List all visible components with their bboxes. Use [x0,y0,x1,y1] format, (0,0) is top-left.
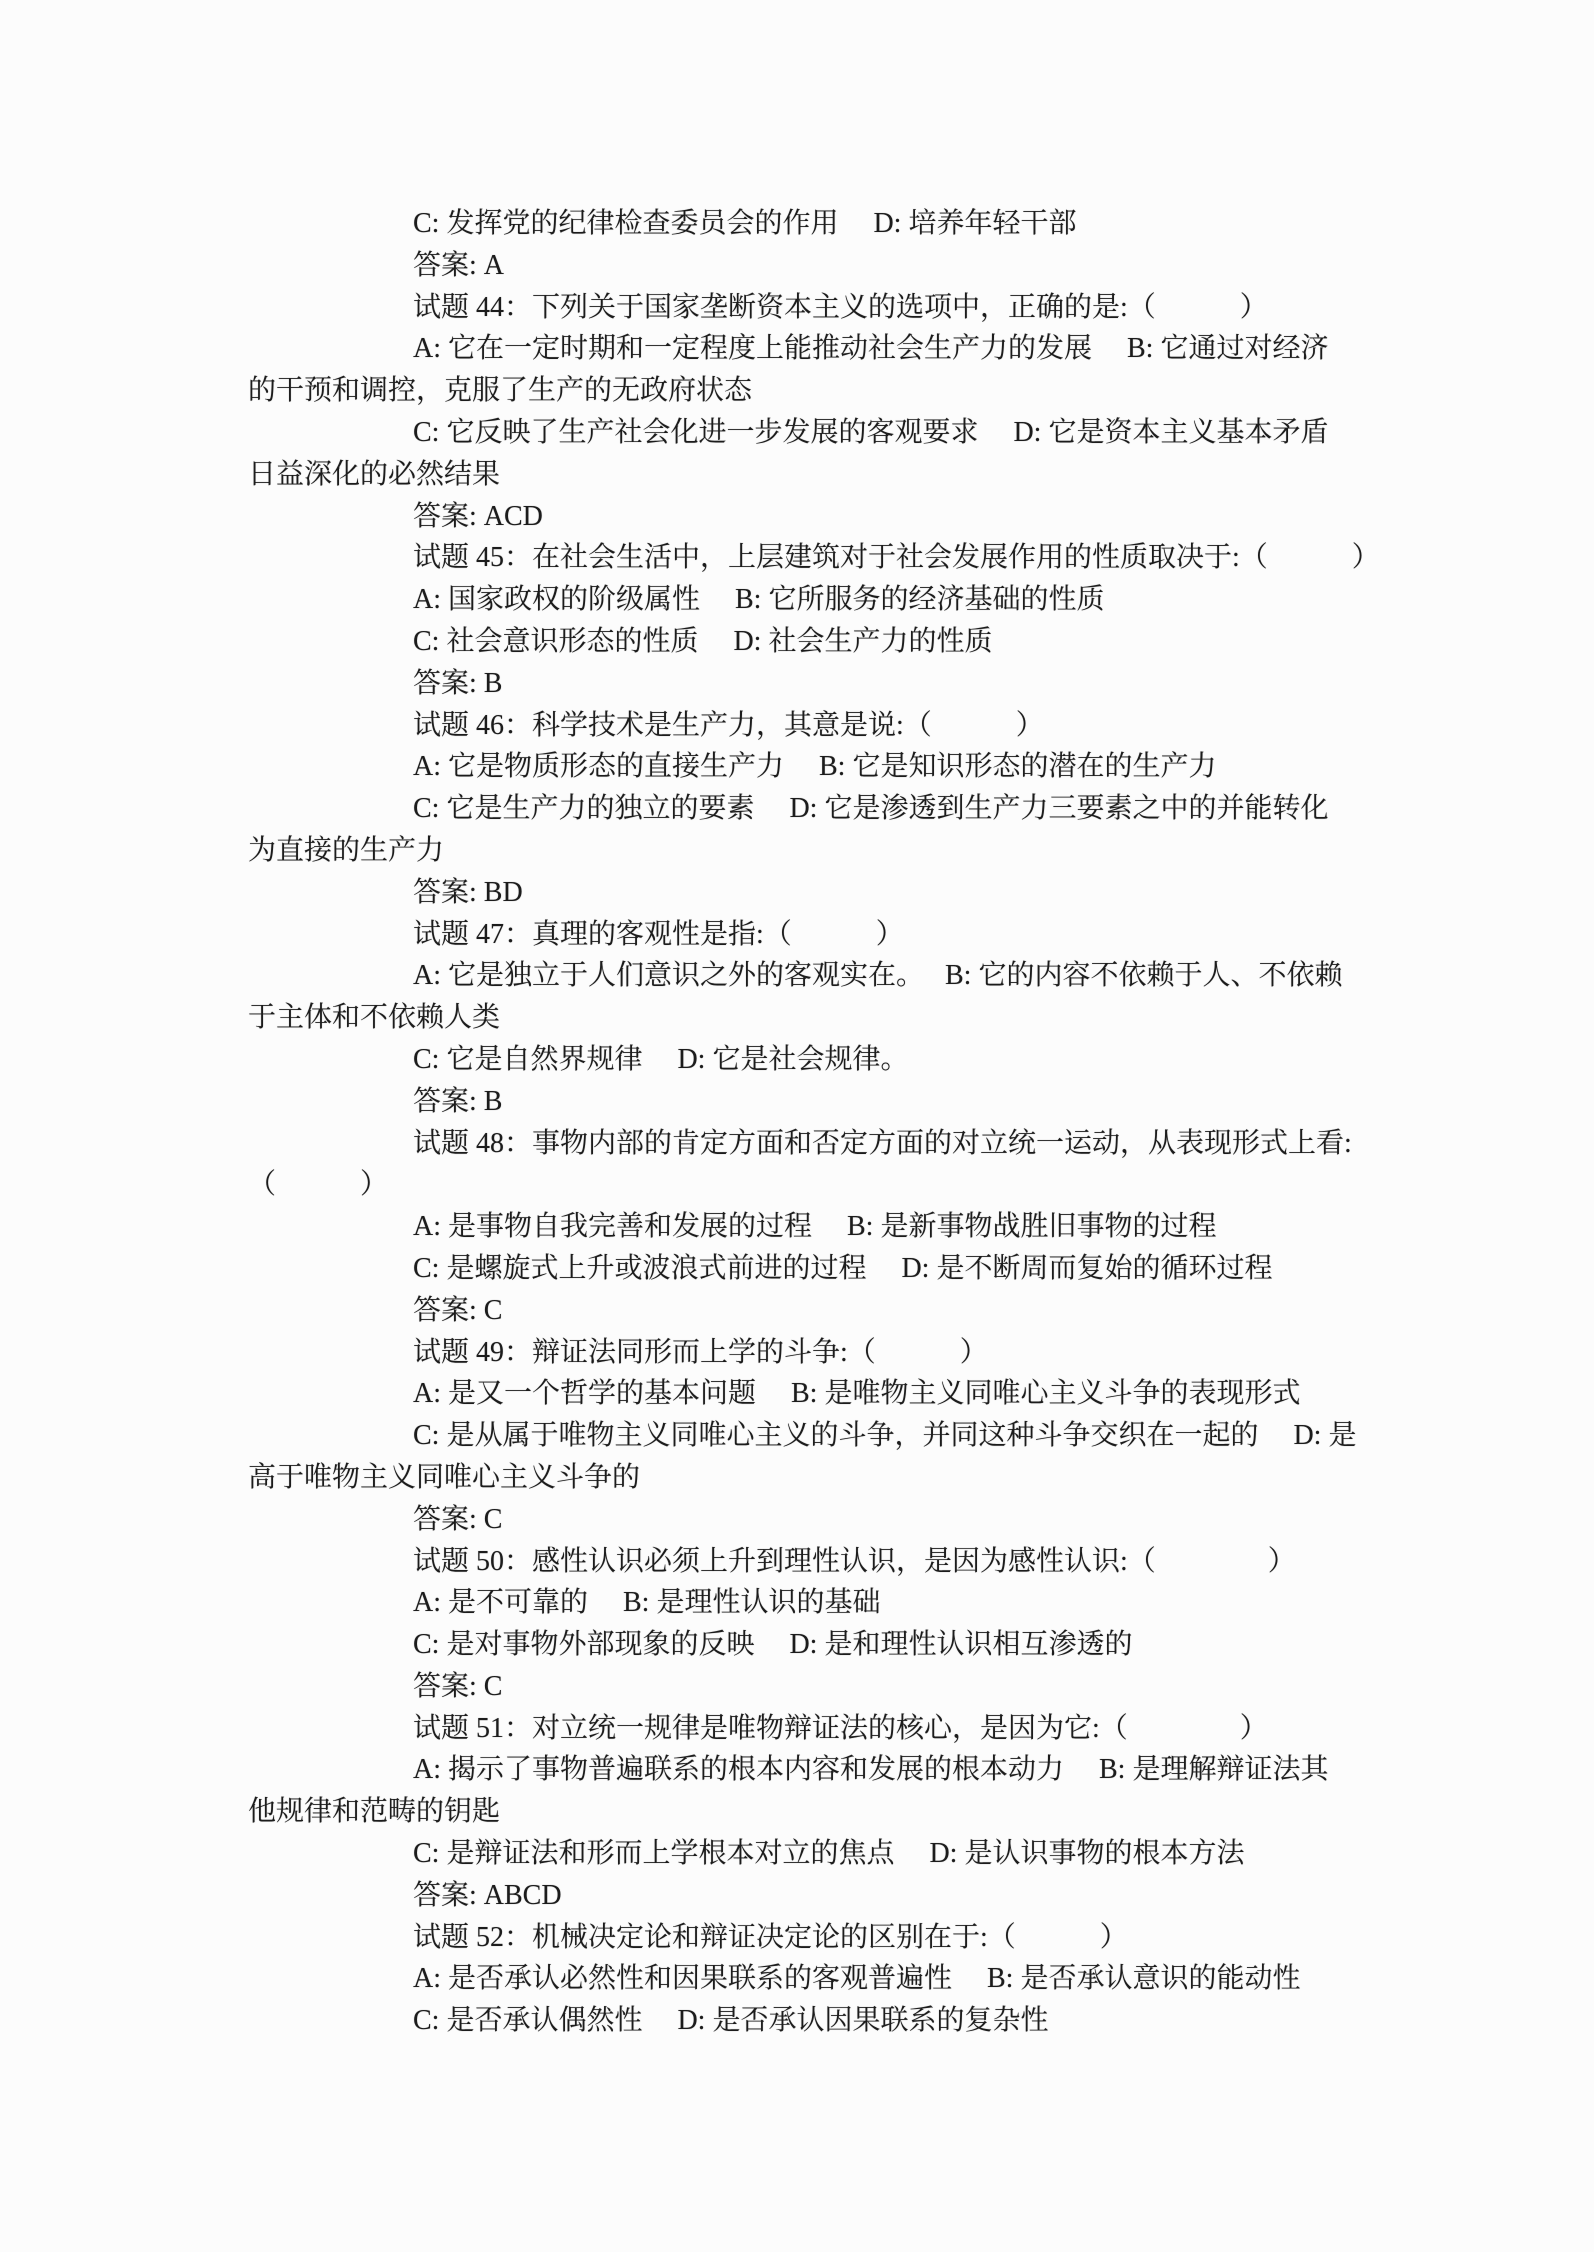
question-line: 试题 47：真理的客观性是指:（ ） [413,918,904,950]
options-line: A: 揭示了事物普遍联系的根本内容和发展的根本动力 B: 是理解辩证法其 [413,1754,1329,1786]
options-line: A: 国家政权的阶级属性 B: 它所服务的经济基础的性质 [413,584,1105,616]
continuation-line: 的干预和调控，克服了生产的无政府状态 [248,375,753,407]
question-line: 试题 50：感性认识必须上升到理性认识，是因为感性认识:（ ） [413,1545,1296,1577]
continuation-line: 日益深化的必然结果 [248,458,501,490]
answer-line: 答案: C [413,1294,503,1326]
continuation-line: 为直接的生产力 [248,834,445,866]
question-line: 试题 45：在社会生活中，上层建筑对于社会发展作用的性质取决于:（ ） [413,542,1380,574]
continuation-line: 高于唯物主义同唯心主义斗争的 [248,1461,641,1493]
continuation-line: （ ） [248,1169,389,1201]
question-line: 试题 51：对立统一规律是唯物辩证法的核心，是因为它:（ ） [413,1712,1268,1744]
continuation-line: 他规律和范畴的钥匙 [248,1796,501,1828]
options-line: C: 是辩证法和形而上学根本对立的焦点 D: 是认识事物的根本方法 [413,1838,1245,1870]
question-line: 试题 48：事物内部的肯定方面和否定方面的对立统一运动，从表现形式上看: [413,1127,1352,1159]
options-line: A: 它是独立于人们意识之外的客观实在。 B: 它的内容不依赖于人、不依赖 [413,960,1343,992]
options-line: C: 社会意识形态的性质 D: 社会生产力的性质 [413,625,993,657]
options-line: C: 是否承认偶然性 D: 是否承认因果联系的复杂性 [413,2005,1049,2037]
answer-line: 答案: BD [413,876,523,908]
answer-line: 答案: B [413,1085,503,1117]
options-line: A: 它是物质形态的直接生产力 B: 它是知识形态的潜在的生产力 [413,751,1217,783]
options-line: A: 它在一定时期和一定程度上能推动社会生产力的发展 B: 它通过对经济 [413,333,1329,365]
question-line: 试题 46：科学技术是生产力，其意是说:（ ） [413,709,1044,741]
answer-line: 答案: C [413,1503,503,1535]
document-text-block [248,203,1528,2042]
answer-line: 答案: C [413,1670,503,1702]
answer-line: 答案: A [413,249,505,281]
options-line: C: 发挥党的纪律检查委员会的作用 D: 培养年轻干部 [413,208,1077,239]
options-line: C: 是螺旋式上升或波浪式前进的过程 D: 是不断周而复始的循环过程 [413,1252,1273,1284]
options-line: C: 是从属于唯物主义同唯心主义的斗争，并同这种斗争交织在一起的 D: 是 [413,1420,1357,1452]
answer-line: 答案: ACD [413,500,543,532]
options-line: A: 是又一个哲学的基本问题 B: 是唯物主义同唯心主义斗争的表现形式 [413,1378,1301,1410]
options-line: C: 它是自然界规律 D: 它是社会规律。 [413,1043,909,1075]
question-line: 试题 44：下列关于国家垄断资本主义的选项中，正确的是:（ ） [413,291,1268,323]
question-line: 试题 52：机械决定论和辩证决定论的区别在于:（ ） [413,1921,1128,1953]
question-line: 试题 49：辩证法同形而上学的斗争:（ ） [413,1336,988,1368]
options-line: C: 是对事物外部现象的反映 D: 是和理性认识相互渗透的 [413,1629,1133,1661]
answer-line: 答案: B [413,667,503,699]
options-line: C: 它是生产力的独立的要素 D: 它是渗透到生产力三要素之中的并能转化 [413,793,1329,825]
options-line: A: 是否承认必然性和因果联系的客观普遍性 B: 是否承认意识的能动性 [413,1963,1301,1995]
continuation-line: 于主体和不依赖人类 [248,1002,501,1034]
options-line: A: 是事物自我完善和发展的过程 B: 是新事物战胜旧事物的过程 [413,1211,1217,1243]
options-line: A: 是不可靠的 B: 是理性认识的基础 [413,1587,881,1619]
options-line: C: 它反映了生产社会化进一步发展的客观要求 D: 它是资本主义基本矛盾 [413,416,1329,448]
answer-line: 答案: ABCD [413,1879,562,1911]
